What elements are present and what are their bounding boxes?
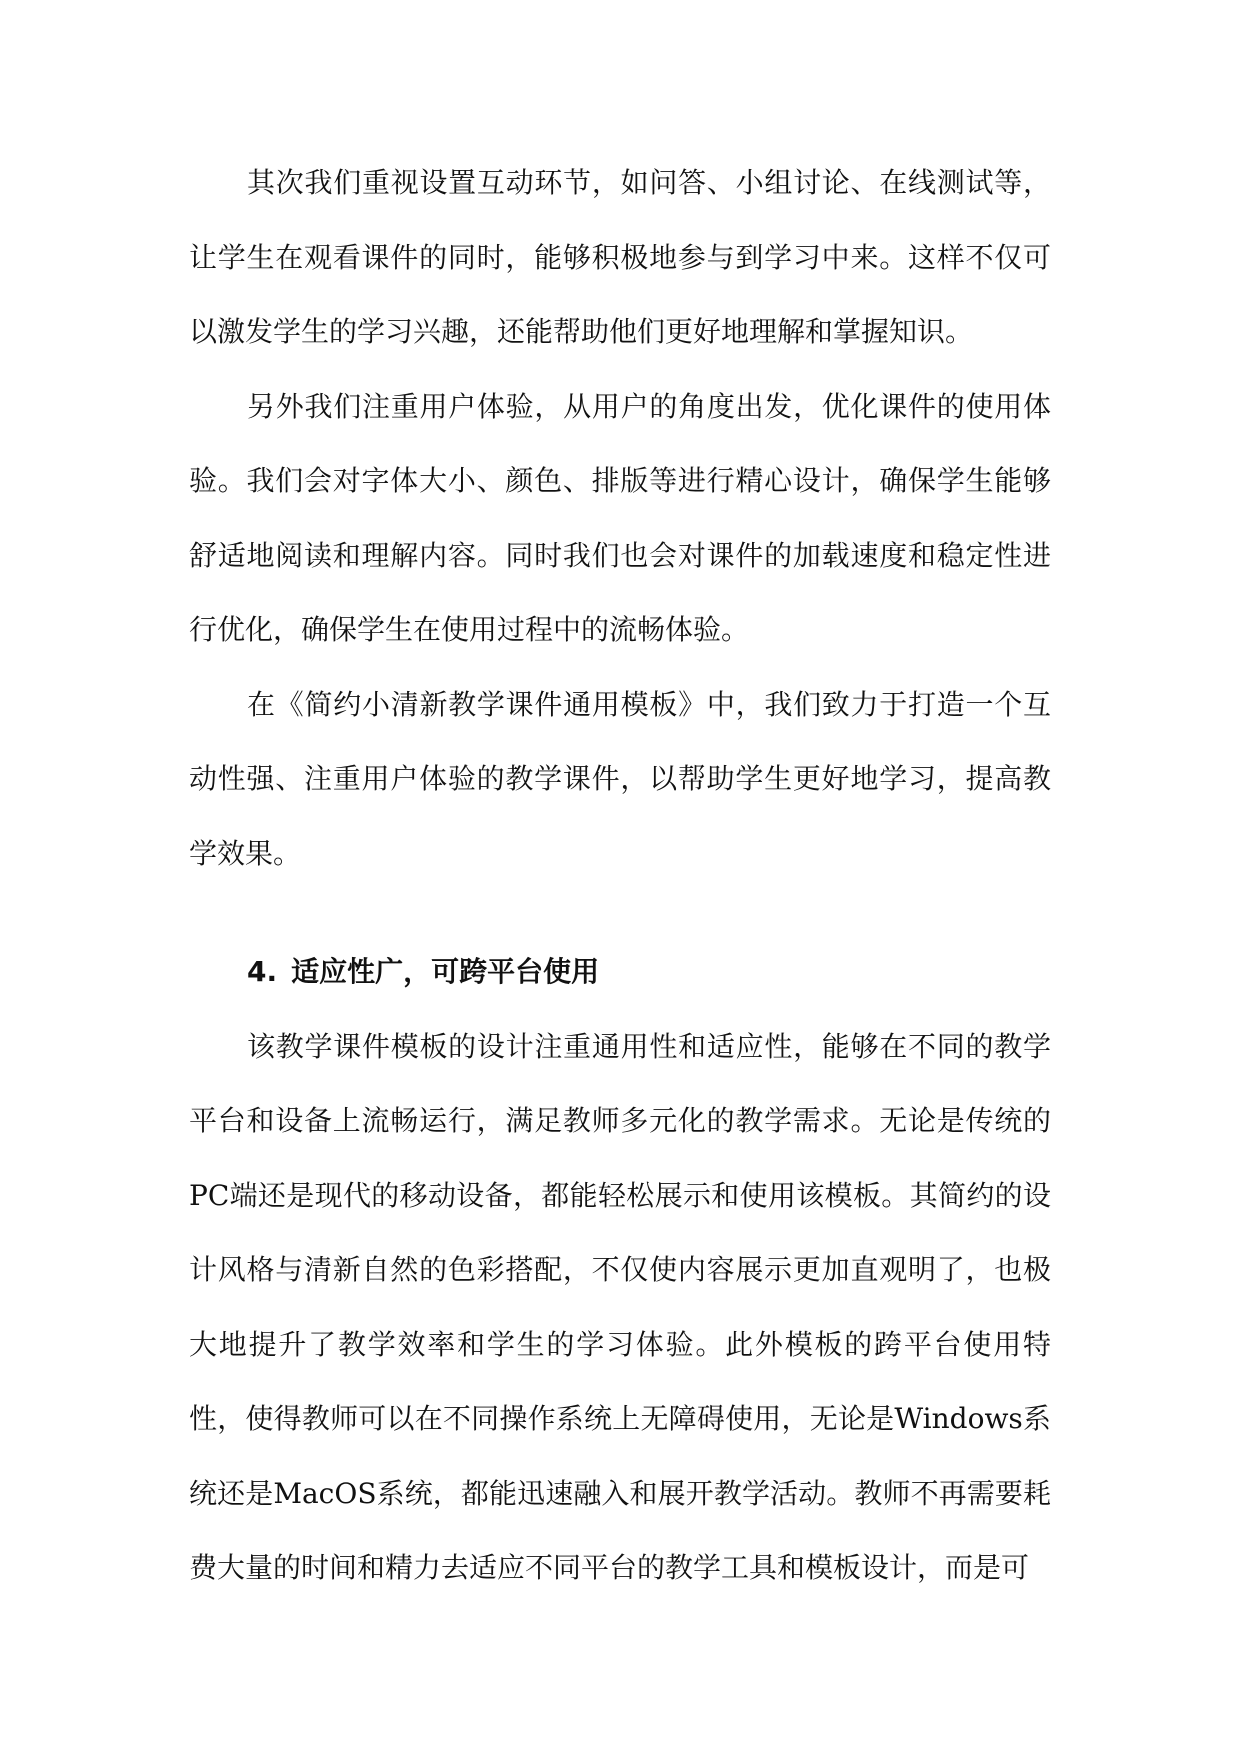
paragraph-template-summary: 在《简约小清新教学课件通用模板》中，我们致力于打造一个互动性强、注重用户体验的教学课件，以帮助学生更好地学习，提高教学效果。 <box>189 687 1051 870</box>
section-heading <box>189 935 1051 1010</box>
paragraph-interaction: 其次我们重视设置互动环节，如问答、小组讨论、在线测试等，让学生在观看课件的同时，能够积极地参与到学习中来。这样不仅可以激发学生的学习兴趣，还能帮助他们更好地理解和掌握知识。 <box>189 166 1051 348</box>
paragraph-cross-platform: 该教学课件模板的设计注重通用性和适应性，能够在不同的教学平台和设备上流畅运行，满足教师多元化的教学需求。无论是传统的PC端还是现代的移动设备，都能轻松展示和使用该模板。其简约的设计风格与清新自然的色彩搭配，不仅使内容展示更加直观明了，也极大地提升了教学效率和学生的学习体验。此外模板的跨平台使用特性，使得教师可以在不同操作系统上无障碍使用，无论是Windows系统还是MacOS系统，都能迅速融入和展开教学活动。教师不再需要耗费大量的时间和精力去适应不同平台的教学工具和模板设计，而是可 <box>189 1029 1051 1584</box>
section-title: 适应性广，可跨平台使用 <box>291 955 600 988</box>
paragraph-user-experience: 另外我们注重用户体验，从用户的角度出发，优化课件的使用体验。我们会对字体大小、颜色、排版等进行精心设计，确保学生能够舒适地阅读和理解内容。同时我们也会对课件的加载速度和稳定性进行优化，确保学生在使用过程中的流畅体验。 <box>189 389 1051 646</box>
document-body <box>189 146 1051 1606</box>
section-number: 4. <box>247 955 278 988</box>
